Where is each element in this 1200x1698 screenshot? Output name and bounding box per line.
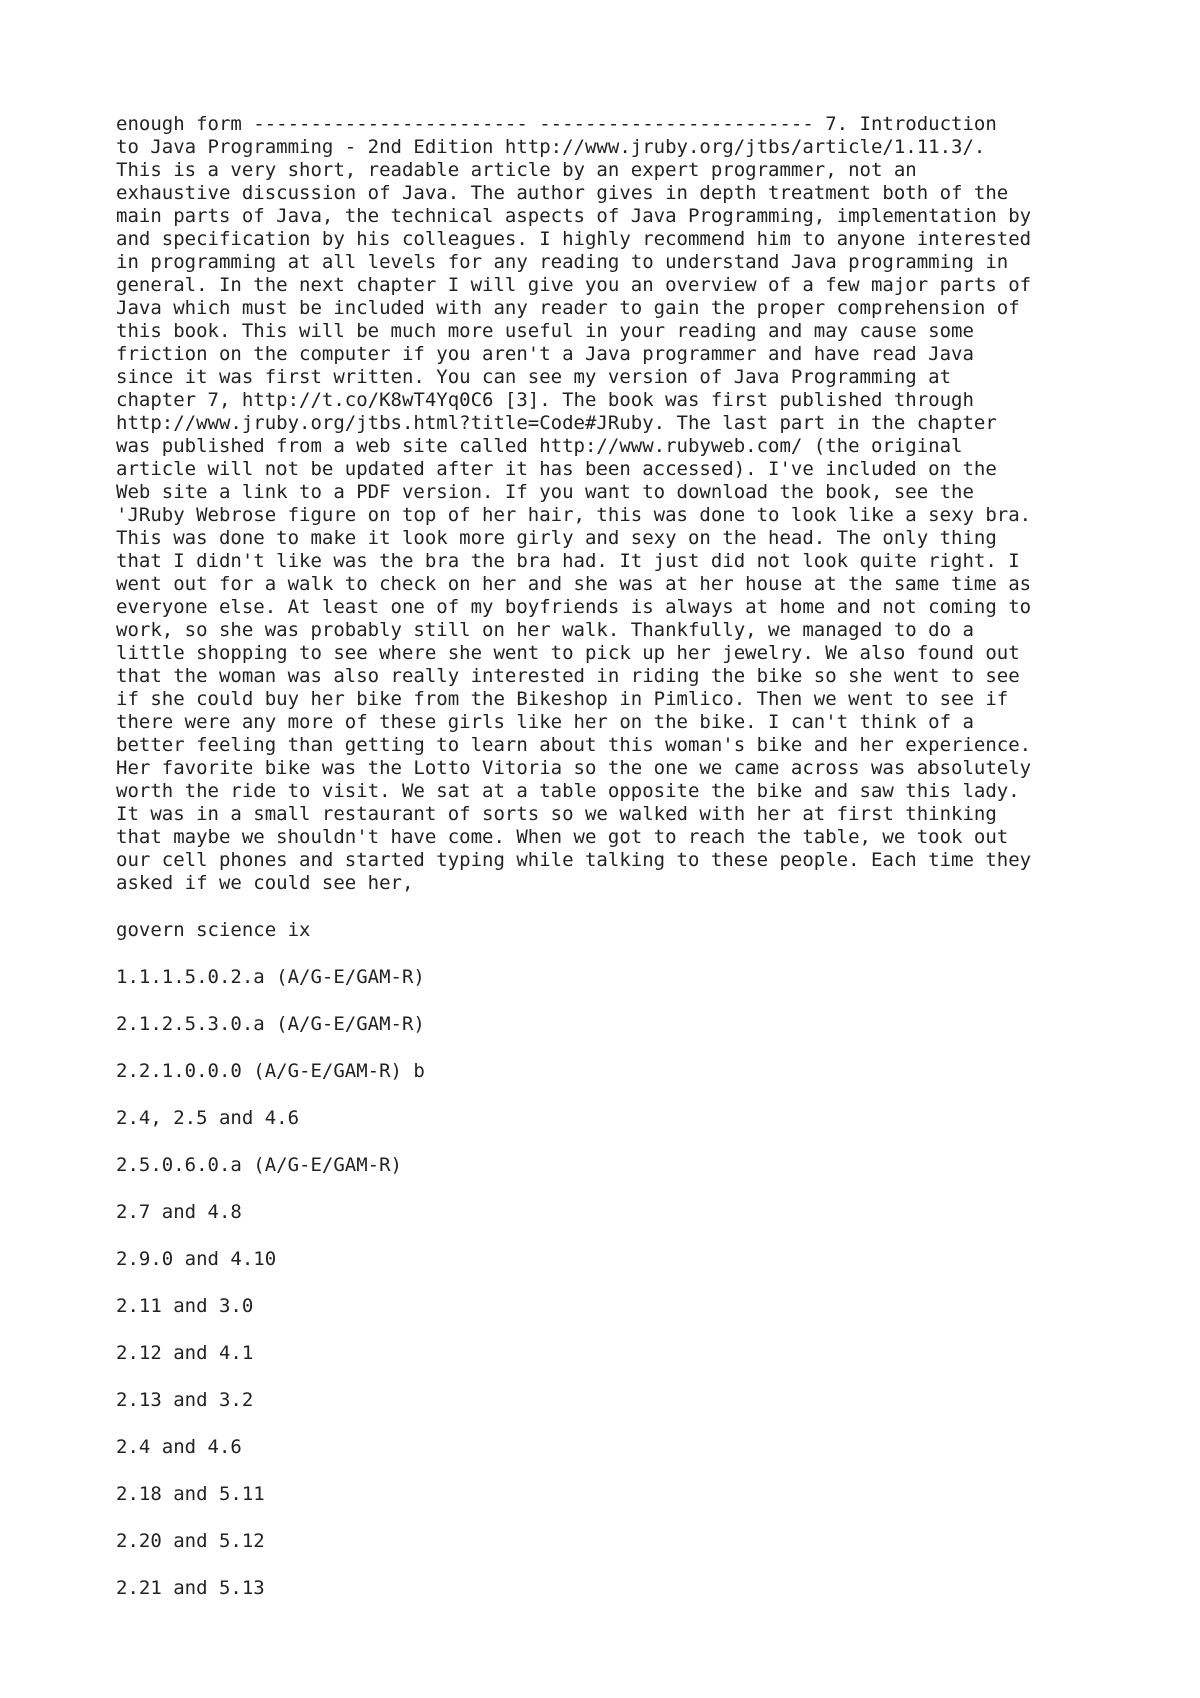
list-item: 2.18 and 5.11 [116,1483,265,1505]
body-line: if she could buy her bike from the Bikeshop in Pimlico. Then we went to see if [116,688,1009,710]
body-line: to Java Programming - 2nd Edition http://www.jruby.org/jtbs/article/1.11.3/. [116,136,986,158]
list-item: 2.13 and 3.2 [116,1389,254,1411]
body-line: that the woman was also really interested in riding the bike so she went to see [116,665,1020,687]
list-item: 2.4, 2.5 and 4.6 [116,1107,300,1129]
body-line: since it was first written. You can see my version of Java Programming at [116,366,952,388]
body-line: that I didn't like was the bra the bra had. It just did not look quite right. I [116,550,1020,572]
body-line: everyone else. At least one of my boyfriends is always at home and not coming to [116,596,1032,618]
body-line: It was in a small restaurant of sorts so we walked with her at first thinking [116,803,997,825]
list-item: 2.9.0 and 4.10 [116,1248,277,1270]
list-item: 2.7 and 4.8 [116,1201,242,1223]
list-item: 2.5.0.6.0.a (A/G-E/GAM-R) [116,1154,402,1176]
list-item: 2.12 and 4.1 [116,1342,254,1364]
body-line: work, so she was probably still on her walk. Thankfully, we managed to do a [116,619,974,641]
list-item: 2.20 and 5.12 [116,1530,265,1552]
list-item: 1.1.1.5.0.2.a (A/G-E/GAM-R) [116,966,425,988]
body-line: This is a very short, readable article by an expert programmer, not an [116,159,917,181]
body-line: general. In the next chapter I will give you an overview of a few major parts of [116,274,1032,296]
body-line: Her favorite bike was the Lotto Vitoria so the one we came across was absolutely [116,757,1032,779]
body-line: http://www.jruby.org/jtbs.html?title=Code#JRuby. The last part in the chapter [116,412,997,434]
reference-list [116,966,1116,1600]
document-page [116,113,1116,1624]
body-line: chapter 7, http://t.co/K8wT4Yq0C6 [3]. The book was first published through [116,389,974,411]
body-line: in programming at all levels for any reading to understand Java programming in [116,251,1009,273]
body-line: 'JRuby Webrose figure on top of her hair, this was done to look like a sexy bra. [116,504,1032,526]
body-line: Web site a link to a PDF version. If you want to download the book, see the [116,481,974,503]
body-line: went out for a walk to check on her and she was at her house at the same time as [116,573,1032,595]
body-line: main parts of Java, the technical aspects of Java Programming, implementation by [116,205,1032,227]
body-line: friction on the computer if you aren't a Java programmer and have read Java [116,343,974,365]
body-line: there were any more of these girls like her on the bike. I can't think of a [116,711,974,733]
body-line: Java which must be included with any reader to gain the proper comprehension of [116,297,1020,319]
body-line: better feeling than getting to learn about this woman's bike and her experience. [116,734,1032,756]
body-paragraph [116,113,1116,895]
body-line: that maybe we shouldn't have come. When we got to reach the table, we took out [116,826,1009,848]
list-item: 2.11 and 3.0 [116,1295,254,1317]
body-line: our cell phones and started typing while talking to these people. Each time they [116,849,1032,871]
body-line: and specification by his colleagues. I highly recommend him to anyone interested [116,228,1032,250]
list-item: 2.21 and 5.13 [116,1577,265,1599]
body-line: little shopping to see where she went to pick up her jewelry. We also found out [116,642,1020,664]
body-line: this book. This will be much more useful in your reading and may cause some [116,320,974,342]
section-heading: govern science ix [116,919,311,941]
body-line: enough form ------------------------ ------------------------ 7. Introduction [116,113,997,135]
body-line: was published from a web site called http://www.rubyweb.com/ (the original [116,435,963,457]
body-line: asked if we could see her, [116,872,414,894]
body-line: exhaustive discussion of Java. The author gives in depth treatment both of the [116,182,1009,204]
body-line: article will not be updated after it has been accessed). I've included on the [116,458,997,480]
list-item: 2.4 and 4.6 [116,1436,242,1458]
list-item: 2.1.2.5.3.0.a (A/G-E/GAM-R) [116,1013,425,1035]
body-line: worth the ride to visit. We sat at a table opposite the bike and saw this lady. [116,780,1020,802]
body-line: This was done to make it look more girly and sexy on the head. The only thing [116,527,997,549]
list-item: 2.2.1.0.0.0 (A/G-E/GAM-R) b [116,1060,425,1082]
